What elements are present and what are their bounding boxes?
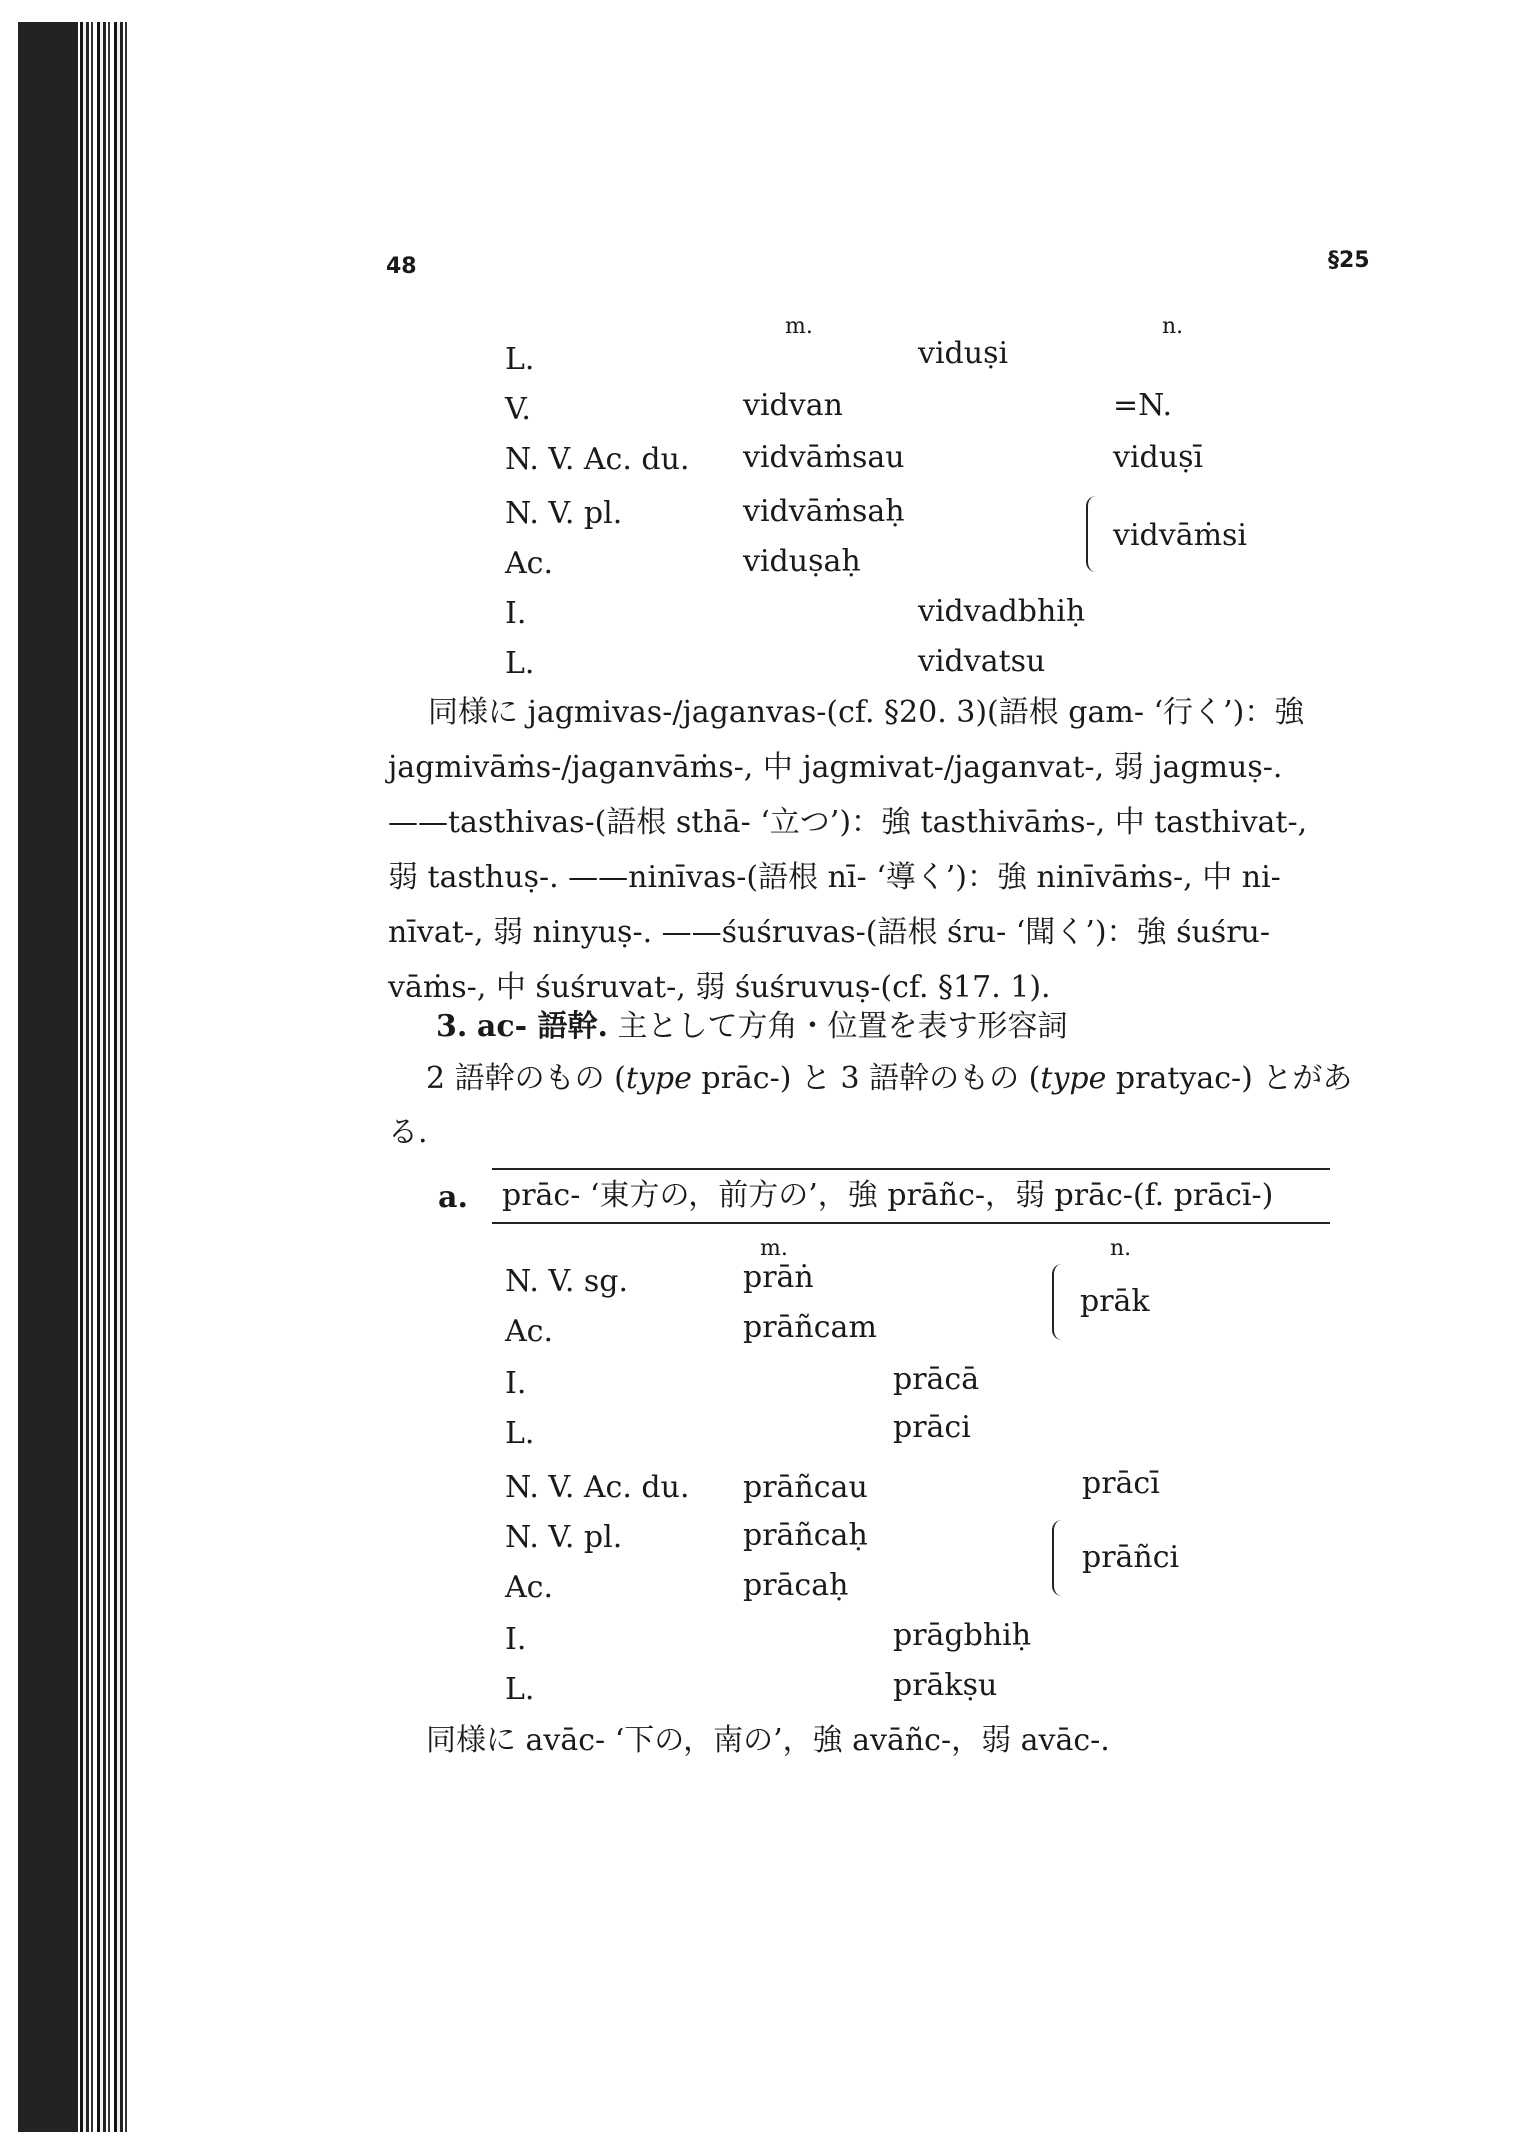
case-label: Ac.	[505, 1314, 554, 1349]
case-label: L.	[505, 1416, 535, 1451]
form-shared: prācā	[893, 1362, 980, 1397]
section-heading-desc: 主として方角・位置を表す形容詞	[617, 1009, 1068, 1044]
form-masculine: vidvan	[743, 388, 843, 423]
case-label: I.	[505, 1366, 527, 1401]
column-header-neuter: n.	[1162, 314, 1184, 339]
column-header-masculine: m.	[785, 314, 813, 339]
form-masculine: prāñcau	[743, 1470, 868, 1505]
section-heading	[436, 1004, 1067, 1050]
page-number: 48	[386, 254, 417, 279]
section-heading-number: 3.	[436, 1009, 468, 1044]
case-label: I.	[505, 1622, 527, 1657]
section-number: §25	[1328, 248, 1370, 273]
form-shared: vidvadbhiḥ	[918, 594, 1086, 629]
table-marker: a.	[438, 1180, 468, 1215]
case-label: N. V. Ac. du.	[505, 1470, 690, 1505]
form-masculine: viduṣaḥ	[743, 544, 861, 579]
section-intro-line-end: る.	[388, 1115, 428, 1150]
case-label: Ac.	[505, 546, 554, 581]
form-masculine: vidvāṁsaḥ	[743, 494, 905, 529]
table-heading: prāc- ‘東方の，前方の’，強 prāñc-，弱 prāc-(f. prācī-)	[502, 1178, 1274, 1213]
text-line: vāṁs-, 中 śuśruvat-, 弱 śuśruvuṣ-(cf. §17. 1).	[388, 970, 1051, 1005]
intro-part: 2 語幹のもの (	[426, 1061, 626, 1096]
book-binding-shadow	[18, 22, 130, 2132]
case-label: N. V. pl.	[505, 1520, 623, 1555]
intro-type-word: type	[1040, 1061, 1107, 1096]
text-line: jagmivāṁs-/jaganvāṁs-, 中 jagmivat-/jaganvat-, 弱 jagmuṣ-.	[388, 750, 1283, 785]
paragraph-similar-stems	[388, 690, 1307, 1011]
form-neuter-grouped: prāñci	[1082, 1540, 1180, 1575]
case-label: N. V. pl.	[505, 496, 623, 531]
form-shared: prākṣu	[893, 1668, 998, 1703]
section-intro-line	[426, 1056, 1352, 1102]
brace	[1086, 496, 1104, 572]
form-shared: vidvatsu	[918, 644, 1046, 679]
form-masculine: vidvāṁsau	[743, 440, 905, 475]
form-shared: prāci	[893, 1410, 971, 1445]
form-masculine: prāṅ	[743, 1260, 814, 1295]
case-label: I.	[505, 596, 527, 631]
form-shared: viduṣi	[918, 336, 1009, 371]
intro-type-word: type	[625, 1061, 692, 1096]
text-line: 弱 tasthuṣ-. ——ninīvas-(語根 nī- ‘導く’)：強 ninīvāṁs-, 中 ni-	[388, 860, 1281, 895]
text-line: 同様に jagmivas-/jaganvas-(cf. §20. 3)(語根 gam- ‘行く’)：強	[428, 695, 1305, 730]
form-neuter-grouped: prāk	[1080, 1284, 1150, 1319]
intro-part: prāc-) と 3 語幹のもの (	[691, 1061, 1041, 1096]
brace	[1052, 1520, 1070, 1596]
text-line: nīvat-, 弱 ninyuṣ-. ——śuśruvas-(語根 śru- ‘聞く’)：強 śuśru-	[388, 915, 1270, 950]
form-masculine: prāñcam	[743, 1310, 877, 1345]
column-header-neuter: n.	[1110, 1236, 1132, 1261]
form-masculine: prācaḥ	[743, 1568, 849, 1603]
form-neuter: =N.	[1113, 388, 1173, 423]
form-neuter: prācī	[1082, 1466, 1160, 1501]
form-neuter-grouped: vidvāṁsi	[1113, 518, 1248, 553]
brace	[1052, 1264, 1070, 1340]
column-header-masculine: m.	[760, 1236, 788, 1261]
case-label: V.	[505, 392, 531, 427]
intro-part: pratyac-) とがあ	[1106, 1061, 1353, 1096]
table-top-rule	[492, 1168, 1330, 1170]
text-line: ——tasthivas-(語根 sthā- ‘立つ’)：強 tasthivāṁs-, 中 tasthivat-,	[388, 805, 1308, 840]
case-label: L.	[505, 646, 535, 681]
case-label: N. V. Ac. du.	[505, 442, 690, 477]
form-shared: prāgbhiḥ	[893, 1618, 1032, 1653]
form-neuter: viduṣī	[1113, 440, 1204, 475]
case-label: L.	[505, 342, 535, 377]
paragraph-avac: 同様に avāc- ‘下の，南の’，強 avāñc-，弱 avāc-.	[426, 1723, 1110, 1758]
case-label: L.	[505, 1672, 535, 1707]
form-masculine: prāñcaḥ	[743, 1518, 868, 1553]
case-label: Ac.	[505, 1570, 554, 1605]
case-label: N. V. sg.	[505, 1264, 629, 1299]
table-heading-rule	[492, 1222, 1330, 1224]
section-heading-title: ac- 語幹.	[476, 1009, 608, 1044]
